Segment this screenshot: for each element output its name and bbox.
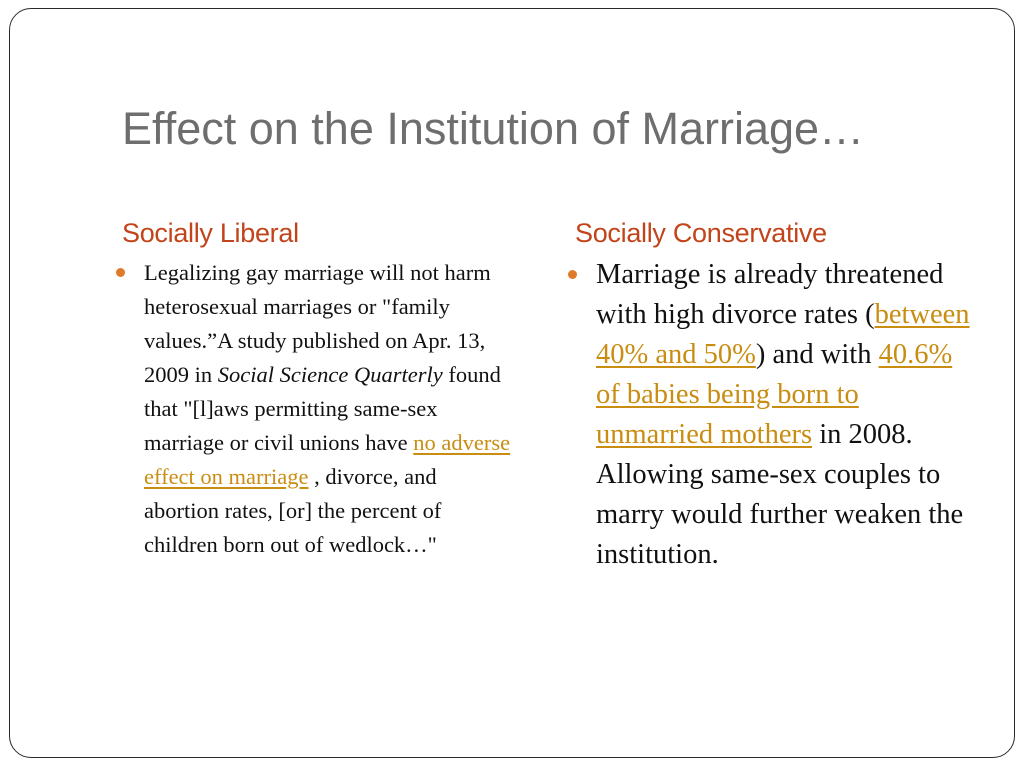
- right-bullet-text-1: Marriage is already threatened with high divorce rates (: [596, 259, 944, 330]
- right-column-list: [565, 255, 975, 575]
- divorce-rate-link[interactable]: between 40% and 50%: [596, 299, 970, 370]
- bullet-dot-icon: [568, 270, 577, 279]
- unmarried-mothers-link[interactable]: 40.6% of babies being born to unmarried mothers: [596, 339, 953, 450]
- left-column-list: [113, 256, 513, 562]
- no-adverse-effect-link[interactable]: no adverse effect on marriage: [144, 430, 511, 489]
- left-bullet-text-1: Legalizing gay marriage will not harm heterosexual marriages or "family values.”A study published on Apr. 13, 2009 in: [144, 260, 491, 387]
- left-bullet-text-2: found that "[l]aws permitting same-sex marriage or civil unions have: [144, 362, 501, 455]
- right-bullet-item: [565, 255, 975, 575]
- right-column-heading: Socially Conservative: [575, 218, 827, 248]
- left-bullet-text-3: , divorce, and abortion rates, [or] the percent of children born out of wedlock…": [144, 464, 442, 557]
- left-bullet-item: [113, 256, 513, 562]
- right-bullet-text-2: ) and with: [755, 339, 879, 370]
- bullet-dot-icon: [116, 268, 125, 277]
- left-column-heading: Socially Liberal: [122, 218, 299, 248]
- slide-title: Effect on the Institution of Marriage…: [122, 103, 865, 154]
- left-bullet-journal-name: Social Science Quarterly: [217, 362, 443, 387]
- right-bullet-text-3: in 2008. Allowing same-sex couples to marry would further weaken the institution.: [596, 419, 964, 570]
